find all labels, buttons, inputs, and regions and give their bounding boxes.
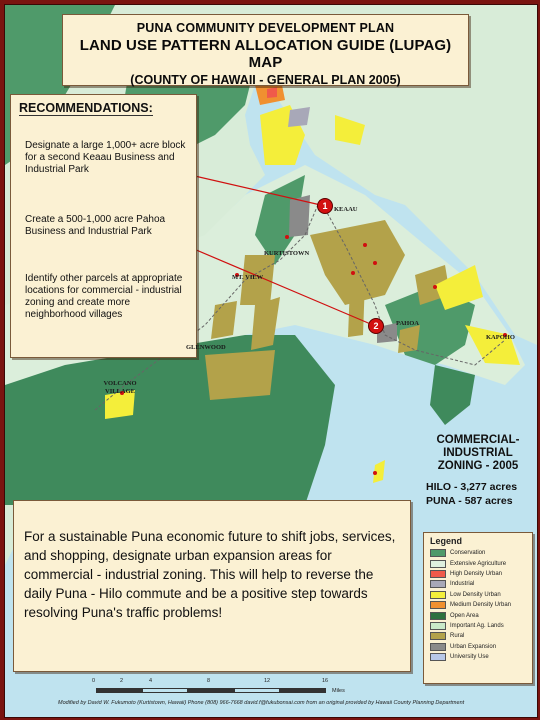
legend-item (430, 621, 532, 631)
industrial-area (288, 107, 310, 127)
place-keaau: KEAAU (334, 206, 358, 213)
legend-item (430, 600, 532, 610)
legend-label: Low Density Urban (450, 591, 501, 598)
scale-tick: 0 (92, 678, 96, 684)
legend-label: Urban Expansion (450, 643, 497, 650)
legend-swatch (430, 643, 446, 651)
red-dot (433, 285, 437, 289)
place-kurtistown: KURTISTOWN (264, 250, 310, 257)
legend-item (430, 652, 532, 662)
zoning-heading-1: COMMERCIAL- (436, 434, 520, 446)
recommendation-item: Create a 500-1,000 acre Pahoa Business and Industrial Park (25, 214, 166, 237)
red-dot (285, 235, 289, 239)
marker-2: 2 (368, 318, 384, 334)
scale-tick: 16 (322, 678, 329, 684)
rural-parcel-3 (348, 280, 365, 337)
marker-1: 1 (317, 198, 333, 214)
legend-swatch (430, 580, 446, 588)
legend-label: Conservation (450, 550, 486, 557)
legend-label: Open Area (450, 612, 479, 619)
recommendations-box (10, 94, 197, 358)
legend-swatch (430, 591, 446, 599)
credits: Modified by David W. Fukumoto (Kurtistown, Hawaii) Phone (808) 966-7668 david.f@fukubonsai.com from an original provided by Hawaii County Planning Department (58, 700, 465, 706)
legend-label: Important Ag. Lands (450, 622, 504, 629)
legend-title: Legend (430, 536, 463, 546)
legend-item (430, 569, 532, 579)
place-mt-view: MT. VIEW (232, 274, 264, 281)
legend (423, 532, 533, 684)
legend-item (430, 558, 532, 568)
scale-unit: Miles (332, 688, 345, 694)
red-dot (373, 261, 377, 265)
legend-swatch (430, 549, 446, 557)
scale-tick: 8 (207, 678, 211, 684)
legend-swatch (430, 612, 446, 620)
scale-tick: 2 (120, 678, 124, 684)
title-line-3: (COUNTY OF HAWAII - GENERAL PLAN 2005) (130, 73, 401, 87)
legend-swatch (430, 560, 446, 568)
zoning-heading-3: ZONING - 2005 (437, 460, 519, 472)
legend-label: Industrial (450, 581, 475, 588)
legend-swatch (430, 601, 446, 609)
recommendation-item: Designate a large 1,000+ acre block for a second Keaau Business and Industrial Park (25, 140, 186, 175)
rural-parcel-glenwood (205, 350, 275, 400)
legend-swatch (430, 622, 446, 630)
red-dot (363, 243, 367, 247)
summary-text: For a sustainable Puna economic future to shift jobs, services, and shopping, designate urban expansion areas for commercial - industrial zoning. This will help to reverse the daily Puna - Hilo commute and be a positive step towards resolving Puna's traffic problems! (24, 529, 396, 620)
legend-label: High Density Urban (450, 570, 503, 577)
recommendation-item: Identify other parcels at appropriate locations for commercial - industrial zoning and create more neighborhood villages (25, 273, 183, 320)
title-line-2: LAND USE PATTERN ALLOCATION GUIDE (LUPAG) MAP (79, 37, 452, 71)
place-pahoa: PAHOA (396, 320, 419, 327)
title-box (62, 14, 469, 86)
legend-label: Extensive Agriculture (450, 560, 507, 567)
red-dot (351, 271, 355, 275)
red-dot (373, 471, 377, 475)
zoning-heading-2: INDUSTRIAL (443, 447, 513, 459)
legend-swatch (430, 653, 446, 661)
legend-item (430, 642, 532, 652)
place-glenwood: GLENWOOD (186, 344, 226, 351)
hilo-acres: HILO - 3,277 acres (426, 481, 518, 493)
place-kapoho: KAPOHO (486, 334, 515, 341)
recommendations-heading: RECOMMENDATIONS: (19, 101, 153, 115)
legend-swatch (430, 570, 446, 578)
summary-box (13, 500, 411, 672)
legend-item (430, 610, 532, 620)
legend-item (430, 548, 532, 558)
scale-bar (92, 678, 345, 696)
legend-label: University Use (450, 654, 489, 661)
title-line-1: PUNA COMMUNITY DEVELOPMENT PLAN (136, 21, 395, 35)
place-volcano-village: VOLCANO VILLAGE (103, 380, 137, 395)
legend-item (430, 590, 532, 600)
legend-swatch (430, 632, 446, 640)
puna-acres: PUNA - 587 acres (426, 495, 513, 507)
legend-label: Medium Density Urban (450, 602, 512, 609)
legend-label: Rural (450, 633, 465, 640)
scale-tick: 4 (149, 678, 153, 684)
zoning-stats (422, 434, 534, 526)
legend-item (430, 579, 532, 589)
rural-parcel-2 (211, 301, 237, 339)
scale-tick: 12 (264, 678, 271, 684)
legend-item (430, 631, 532, 641)
